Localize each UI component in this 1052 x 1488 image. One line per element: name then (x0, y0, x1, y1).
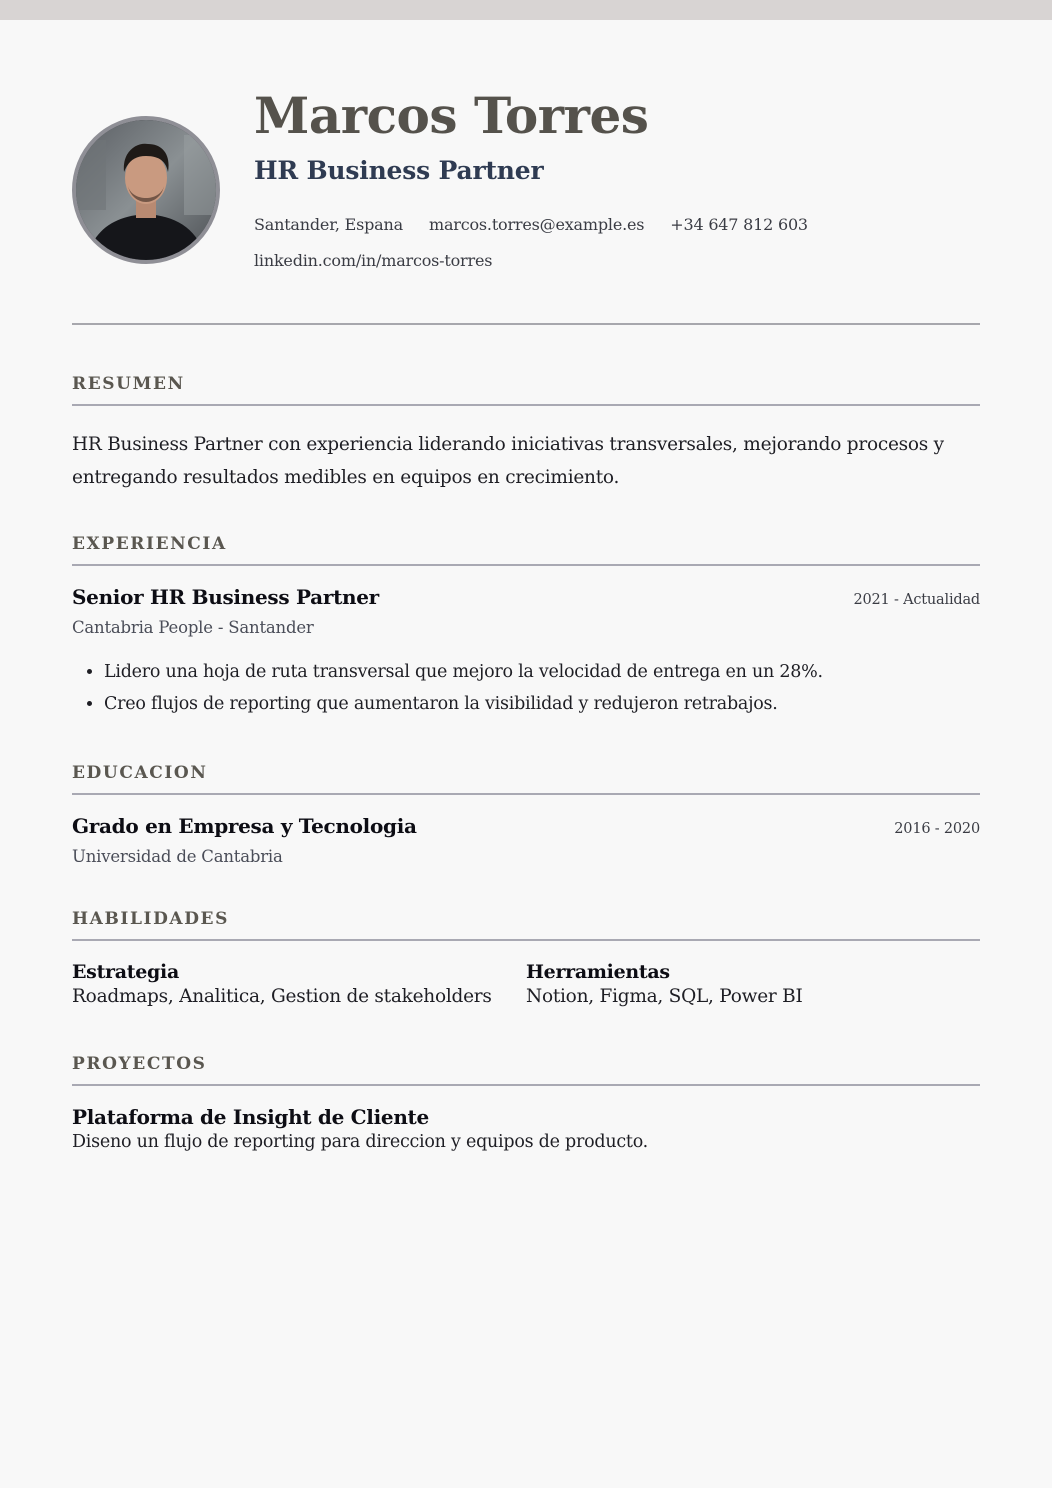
experience-item-head (72, 585, 980, 609)
skill-group-name: Estrategia (72, 961, 179, 983)
experience-item (72, 585, 980, 720)
experience-org: Cantabria People - Santander (72, 618, 314, 637)
contact-linkedin[interactable]: linkedin.com/in/marcos-torres (254, 251, 493, 270)
section-title-summary: RESUMEN (72, 374, 980, 406)
section-skills (72, 909, 980, 1007)
top-bar (0, 0, 1052, 20)
contact-phone: +34 647 812 603 (670, 215, 808, 234)
avatar (72, 116, 220, 264)
section-title-experience: EXPERIENCIA (72, 534, 980, 566)
education-item (72, 814, 980, 866)
candidate-role: HR Business Partner (254, 156, 544, 185)
experience-bullet: • Lidero una hoja de ruta transversal que mejoro la velocidad de entrega en un 28%. (104, 656, 980, 688)
experience-bullet: • Creo flujos de reporting que aumentaron la visibilidad y redujeron retrabajos. (104, 688, 980, 720)
section-title-skills: HABILIDADES (72, 909, 980, 941)
education-dates: 2016 - 2020 (894, 821, 980, 837)
project-description: Diseno un flujo de reporting para direccion y equipos de producto. (72, 1132, 648, 1152)
section-education (72, 763, 980, 866)
education-school: Universidad de Cantabria (72, 847, 283, 866)
experience-bullets (72, 656, 980, 720)
section-experience (72, 534, 980, 720)
resume-page (72, 20, 980, 1152)
project-name: Plataforma de Insight de Cliente (72, 1105, 429, 1129)
header-divider (72, 323, 980, 325)
profile-photo (76, 120, 216, 260)
skill-group (526, 961, 980, 1007)
candidate-name: Marcos Torres (254, 86, 649, 145)
education-item-head (72, 814, 980, 838)
skill-group-items: Roadmaps, Analitica, Gestion de stakeholders (72, 986, 492, 1007)
skill-group (72, 961, 526, 1007)
experience-role: Senior HR Business Partner (72, 585, 379, 609)
resume-header (72, 20, 980, 325)
contact-location: Santander, Espana (254, 215, 403, 234)
experience-dates: 2021 - Actualidad (853, 592, 980, 608)
contact-row (254, 215, 974, 234)
summary-text: HR Business Partner con experiencia liderando iniciativas transversales, mejorando procesos y entregando resultados medibles en equipos en crecimiento. (72, 434, 944, 488)
contact-email[interactable]: marcos.torres@example.es (428, 215, 645, 234)
section-title-projects: PROYECTOS (72, 1054, 980, 1086)
section-title-education: EDUCACION (72, 763, 980, 795)
section-projects (72, 1054, 980, 1152)
education-degree: Grado en Empresa y Tecnologia (72, 814, 417, 838)
skill-group-items: Notion, Figma, SQL, Power BI (526, 986, 803, 1007)
header-text (254, 88, 974, 270)
section-summary (72, 374, 980, 494)
skills-grid (72, 961, 980, 1007)
skill-group-name: Herramientas (526, 961, 670, 983)
project-item (72, 1105, 980, 1152)
